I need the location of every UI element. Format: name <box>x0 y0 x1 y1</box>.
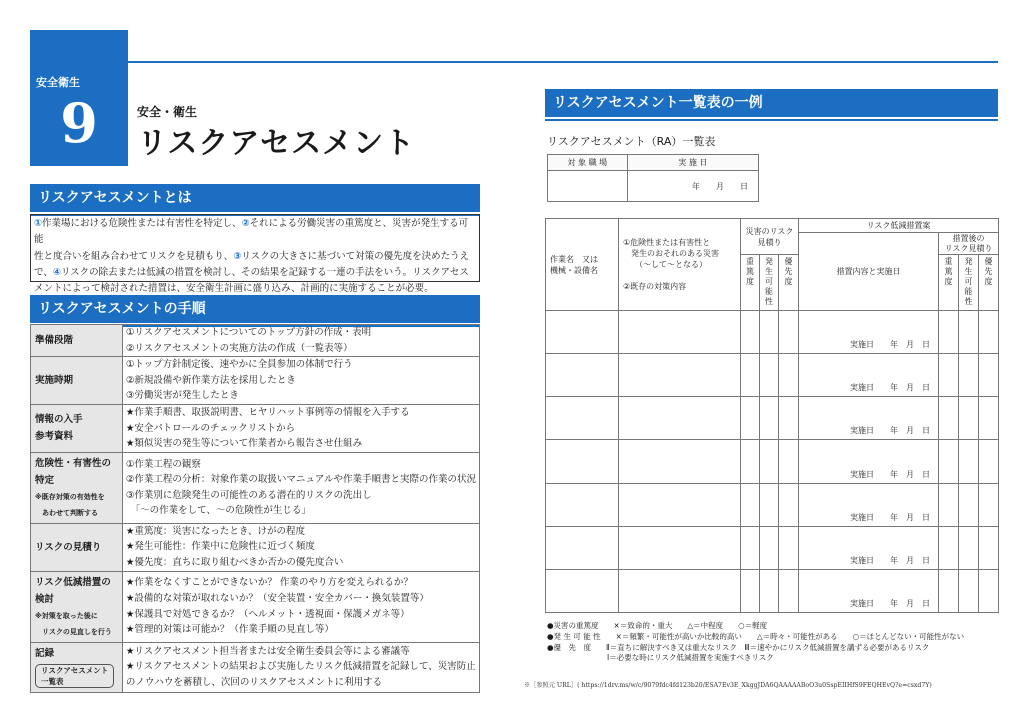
procedure-phase <box>31 404 123 452</box>
definition-step-marker: ③ <box>233 250 242 262</box>
ra-cell <box>546 397 619 440</box>
ra-cell <box>939 526 959 569</box>
ra-cell <box>979 354 999 397</box>
procedure-phase <box>31 452 123 523</box>
ra-cell <box>619 569 741 612</box>
ra-cell <box>619 354 741 397</box>
procedure-line: ★リスクアセスメント担当者または安全衛生委員会等による審議等 <box>125 645 410 657</box>
phase-label: リスクの見積り <box>35 541 102 553</box>
col-post-estimate: 措置後の リスク見積り <box>939 233 999 255</box>
ra-cell <box>741 397 760 440</box>
ra-cell <box>959 526 979 569</box>
definition-step-marker: ① <box>34 218 43 229</box>
definition-box <box>30 214 480 295</box>
procedure-line: ①リスクアセスメントについてのトップ方針の作成・表明 <box>125 327 372 338</box>
ra-cell <box>979 569 999 612</box>
procedure-line: ①作業工程の観察 <box>125 458 201 470</box>
phase-label: 参考資料 <box>35 431 74 443</box>
definition-text: 作業場における危険性または有害性を特定し、 <box>42 218 242 229</box>
ra-cell <box>741 311 760 354</box>
ra-cell <box>741 526 760 569</box>
bracket-line: リスクアセスメント <box>41 665 109 675</box>
procedure-line: ★重篤度：災害になったとき、けがの程度 <box>125 525 305 537</box>
ra-cell <box>779 354 799 397</box>
ra-cell <box>939 569 959 612</box>
ra-cell <box>959 354 979 397</box>
ra-cell <box>546 311 619 354</box>
ra-cell <box>546 483 619 526</box>
procedure-line: ★作業をなくすことができないか？ 作業のやり方を変えられるか？ <box>125 577 413 589</box>
procedure-line: ③作業別に危険発生の可能性のある潜在的リスクの洗出し <box>125 489 372 501</box>
col-likelihood: 発 生 可 能 性 <box>760 255 779 311</box>
ra-measure-date: 実施日 年 月 日 <box>799 569 939 612</box>
ra-list-table <box>545 218 999 613</box>
procedure-line: ★類似災害の発生等について作業者から報告させ仕組み <box>125 438 363 450</box>
phase-note: ※既存対策の有効性を <box>35 492 105 501</box>
legend <box>547 621 964 664</box>
definition-step-marker: ④ <box>52 266 61 278</box>
definition-text: リスクの大きさに基づいて対策の優先度を決めたうえ <box>241 250 470 262</box>
procedure-details <box>122 642 479 692</box>
procedure-row <box>31 325 480 357</box>
legend-line: ●災害の重篤度 ×＝致命的・重大 △＝中程度 ○＝軽度 <box>547 621 768 630</box>
ra-cell <box>959 569 979 612</box>
section-procedure-heading: リスクアセスメントの手順 <box>30 295 480 323</box>
procedure-line: ③労働災害が発生したとき <box>125 390 239 402</box>
procedure-phase <box>31 357 123 405</box>
procedure-line: ②リスクアセスメントの実施方法の作成（一覧表等） <box>125 342 353 354</box>
header-accent-line <box>128 61 998 63</box>
ra-cell <box>760 440 779 483</box>
ra-measure-date: 実施日 年 月 日 <box>799 526 939 569</box>
ra-cell <box>979 440 999 483</box>
procedure-line: ★保護具で対処できるか？（ヘルメット・透視面・保護メガネ等） <box>125 608 410 620</box>
implementation-date-label: 実 施 日 <box>627 155 758 171</box>
ra-cell <box>979 397 999 440</box>
col-severity: 重 篤 度 <box>741 255 760 311</box>
ra-cell <box>959 311 979 354</box>
ra-cell <box>546 354 619 397</box>
ra-cell <box>741 569 760 612</box>
procedure-line: ①トップ方針制定後、速やかに全員参加の体制で行う <box>125 359 353 371</box>
phase-label: 危険性・有害性の <box>35 457 112 469</box>
procedure-table <box>30 324 480 693</box>
ra-cell <box>760 354 779 397</box>
procedure-row <box>31 571 480 642</box>
phase-note: ※対策を取った後に <box>35 611 98 620</box>
procedure-details <box>122 404 479 452</box>
procedure-phase <box>31 325 123 357</box>
definition-line <box>34 265 476 281</box>
phase-label: 記録 <box>35 647 55 659</box>
workplace-label: 対 象 職 場 <box>548 155 628 171</box>
procedure-line: ★発生可能性：作業中に危険性に近づく頻度 <box>125 541 315 553</box>
reference-url: ※［参照元 URL］( https://1drv.ms/w/c/9079fdc4fd123b20/ESA7Ev3E_XkggJDA6QAAAAABoO3u0SspEIIHfS9FEQHEvQ?e=csxd7Y) <box>524 682 932 689</box>
ra-cell <box>760 483 779 526</box>
legend-line: ●優 先 度 Ⅱ＝直ちに解決すべき又は重大なリスク Ⅲ＝速やかにリスク低減措置を講ずる必要があるリスク <box>547 642 930 652</box>
procedure-row <box>31 523 480 571</box>
phase-note: リスクの見直しを行う <box>35 627 112 636</box>
procedure-row <box>31 452 480 523</box>
procedure-phase <box>31 642 123 692</box>
ra-row <box>546 483 999 526</box>
ra-cell <box>979 311 999 354</box>
ra-cell <box>546 569 619 612</box>
procedure-details <box>122 571 479 642</box>
col-risk-estimate: 災害のリスク 見積り <box>741 219 799 255</box>
ra-measure-date: 実施日 年 月 日 <box>799 397 939 440</box>
ra-measure-date: 実施日 年 月 日 <box>799 483 939 526</box>
ra-row <box>546 397 999 440</box>
ra-cell <box>619 526 741 569</box>
procedure-details <box>122 325 479 357</box>
ra-cell <box>959 397 979 440</box>
section-example-heading: リスクアセスメント一覧表の一例 <box>545 89 998 117</box>
col-measures: 措置内容と実施日 <box>799 233 939 311</box>
ra-cell <box>546 526 619 569</box>
phase-label: 実施時期 <box>35 375 74 387</box>
ra-cell <box>779 569 799 612</box>
ra-cell <box>760 526 779 569</box>
ra-cell <box>619 483 741 526</box>
procedure-line: ★管理的対策は可能か？（作業手順の見直し等） <box>125 624 334 636</box>
definition-text: 性と度合いを組み合わせてリスクを見積もり、 <box>34 250 234 262</box>
ra-row <box>546 311 999 354</box>
bracket-line: 一覧表 <box>41 676 64 686</box>
ra-cell <box>741 483 760 526</box>
ra-cell <box>779 440 799 483</box>
ra-cell <box>779 397 799 440</box>
ra-header-grid <box>547 154 759 202</box>
chapter-category: 安全衛生 <box>36 76 80 89</box>
ra-cell <box>939 483 959 526</box>
procedure-line: ②作業工程の分析：対象作業の取扱いマニュアルや作業手順書と実際の作業の状況 <box>125 474 476 486</box>
ra-row <box>546 569 999 612</box>
ra-cell <box>979 526 999 569</box>
ra-cell <box>779 483 799 526</box>
ra-cell <box>619 440 741 483</box>
procedure-details <box>122 523 479 571</box>
procedure-phase <box>31 523 123 571</box>
page-title: リスクアセスメント <box>137 126 416 161</box>
col-post-severity: 重 篤 度 <box>939 255 959 311</box>
procedure-phase <box>31 571 123 642</box>
col-work-name: 作業名 又は 機械・設備名 <box>546 219 619 311</box>
phase-label: リスク低減措置の <box>35 576 111 588</box>
ra-cell <box>760 311 779 354</box>
procedure-row <box>31 357 480 405</box>
ra-cell <box>779 526 799 569</box>
ra-cell <box>939 440 959 483</box>
procedure-line: ②新規設備や新作業方法を採用したとき <box>125 374 296 386</box>
phase-note: あわせて判断する <box>35 508 98 517</box>
procedure-line: ★安全パトロールのチェックリストから <box>125 422 296 434</box>
phase-label: 検討 <box>35 593 55 605</box>
definition-text: リスクの除去または低減の措置を検討し、その結果を記録する一連の手法をいう。リスクアセス <box>60 266 469 278</box>
ra-cell <box>546 440 619 483</box>
procedure-line: ★設備的な対策が取れないか？（安全装置・安全カバー・換気装置等） <box>125 592 429 604</box>
procedure-line: のノウハウを蓄積し、次回のリスクアセスメントに利用する <box>125 676 383 688</box>
ra-row <box>546 526 999 569</box>
procedure-line: ★作業手順書、取扱説明書、ヒヤリハット事例等の情報を入手する <box>125 406 410 418</box>
chapter-badge <box>30 30 128 166</box>
page-subtitle: 安全・衛生 <box>137 105 198 119</box>
ra-cell <box>741 354 760 397</box>
section-definition-heading: リスクアセスメントとは <box>30 184 480 212</box>
ra-form-title: リスクアセスメント（RA）一覧表 <box>547 135 716 148</box>
definition-text: メントによって検討された措置は、安全衛生計画に盛り込み、計画的に実施することが必要。 <box>34 283 434 295</box>
phase-bracket-note <box>35 664 114 688</box>
implementation-date-value: 年 月 日 <box>627 171 758 202</box>
ra-cell <box>959 483 979 526</box>
definition-text: で、 <box>34 266 53 278</box>
phase-label: 準備段階 <box>35 335 74 347</box>
procedure-row <box>31 404 480 452</box>
procedure-line: 「〜の作業をして、〜の危険性が生じる」 <box>125 505 311 517</box>
ra-cell <box>619 397 741 440</box>
definition-line <box>34 249 476 265</box>
legend-line: Ⅰ＝必要な時にリスク低減措置を実施すべきリスク <box>547 653 774 663</box>
chapter-number: 9 <box>60 91 98 155</box>
procedure-details <box>122 357 479 405</box>
ra-row <box>546 440 999 483</box>
col-post-priority: 優 先 度 <box>979 255 999 311</box>
col-hazard: ①危険性または有害性と 発生のおそれのある災害 （〜して〜となる） ②既存の対策内容 <box>619 219 741 311</box>
col-risk-reduction: リスク低減措置案 <box>799 219 999 233</box>
procedure-line: ★リスクアセスメントの結果および実施したリスク低減措置を記録して、災害防止 <box>125 661 476 673</box>
ra-measure-date: 実施日 年 月 日 <box>799 354 939 397</box>
ra-measure-date: 実施日 年 月 日 <box>799 311 939 354</box>
definition-step-marker: ② <box>241 218 250 229</box>
ra-cell <box>760 569 779 612</box>
ra-cell <box>779 311 799 354</box>
ra-cell <box>939 354 959 397</box>
legend-line: ●発 生 可 能 性 ×＝頻繁・可能性が高いか比較的高い △＝時々・可能性がある ○＝ほとんどない・可能性がない <box>547 631 965 641</box>
procedure-row <box>31 642 480 692</box>
col-post-likelihood: 発 生 可 能 性 <box>959 255 979 311</box>
ra-cell <box>959 440 979 483</box>
ra-measure-date: 実施日 年 月 日 <box>799 440 939 483</box>
ra-cell <box>939 311 959 354</box>
ra-cell <box>979 483 999 526</box>
phase-label: 情報の入手 <box>35 414 83 426</box>
procedure-details <box>122 452 479 523</box>
ra-row <box>546 354 999 397</box>
col-priority: 優 先 度 <box>779 255 799 311</box>
ra-cell <box>939 397 959 440</box>
phase-label: 特定 <box>35 474 55 486</box>
definition-text: それによる労働災害の重篤度と、災害が発生する可能 <box>34 218 469 246</box>
ra-cell <box>619 311 741 354</box>
ra-cell <box>741 440 760 483</box>
workplace-value <box>548 171 628 202</box>
ra-cell <box>760 397 779 440</box>
procedure-line: ★優先度：直ちに取り組むべきか否かの優先度合い <box>125 556 344 568</box>
definition-line <box>34 216 476 249</box>
